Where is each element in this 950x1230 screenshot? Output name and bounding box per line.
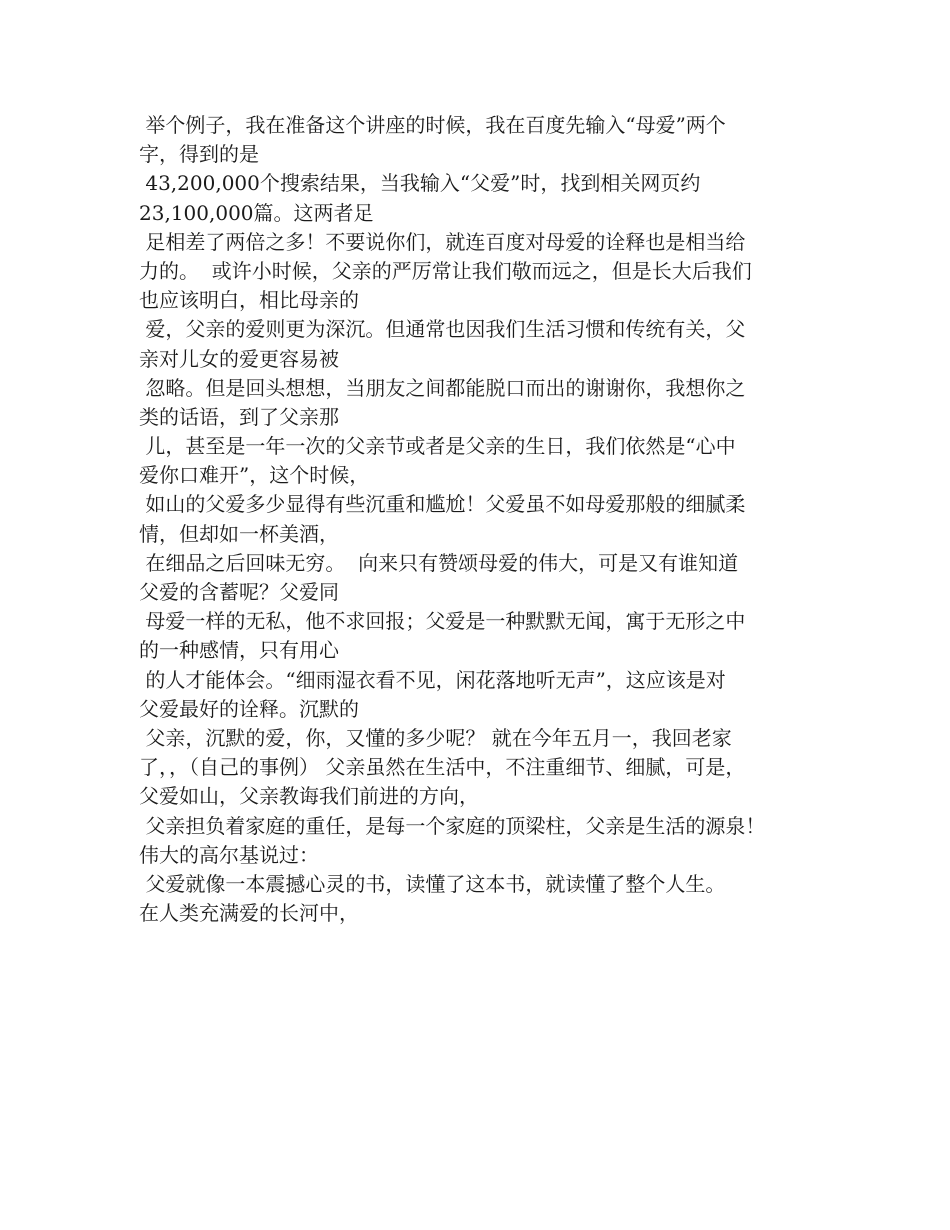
- text-line: 如山的父爱多少显得有些沉重和尴尬！父爱虽不如母爱那般的细腻柔: [139, 492, 746, 517]
- text-line: 忽略。但是回头想想，当朋友之间都能脱口而出的谢谢你，我想你之: [139, 375, 746, 400]
- text-line: 23,100,000篇。这两者足: [139, 200, 374, 225]
- text-line: 举个例子，我在准备这个讲座的时候，我在百度先输入“母爱”两个: [139, 113, 726, 137]
- text-line: 43,200,000个搜索结果，当我输入“父爱”时，找到相关网页约: [139, 171, 701, 196]
- text-line: 力的。 或许小时候，父亲的严厉常让我们敬而远之，但是长大后我们: [139, 258, 752, 283]
- text-line: 父亲担负着家庭的重任，是每一个家庭的顶梁柱，父亲是生活的源泉！: [139, 813, 766, 838]
- body-text: [139, 111, 819, 928]
- text-line: 在人类充满爱的长河中，: [139, 901, 359, 926]
- text-line: 爱你口难开”，这个时候，: [139, 463, 370, 488]
- text-line: 类的话语，到了父亲那: [139, 404, 339, 429]
- text-line: 母爱一样的无私，他不求回报；父爱是一种默默无闻，寓于无形之中: [139, 609, 746, 634]
- text-line: 爱，父亲的爱则更为深沉。但通常也因我们生活习惯和传统有关，父: [139, 317, 746, 342]
- text-line: 儿，甚至是一年一次的父亲节或者是父亲的生日，我们依然是“心中: [139, 434, 736, 459]
- text-line: 了，，（自己的事例） 父亲虽然在生活中，不注重细节、细腻，可是，: [139, 755, 746, 780]
- text-line: 伟大的高尔基说过：: [139, 842, 319, 867]
- text-line: 父爱如山，父亲教诲我们前进的方向，: [139, 784, 479, 809]
- text-line: 的一种感情，只有用心: [139, 638, 339, 663]
- text-line: 字，得到的是: [139, 142, 259, 167]
- text-line: 足相差了两倍之多！不要说你们，就连百度对母爱的诠释也是相当给: [139, 229, 746, 254]
- text-line: 父爱最好的诠释。沉默的: [139, 696, 359, 721]
- text-line: 情，但却如一杯美酒，: [139, 521, 339, 546]
- text-line: 在细品之后回味无穷。 向来只有赞颂母爱的伟大，可是又有谁知道: [139, 550, 739, 575]
- text-line: 也应该明白，相比母亲的: [139, 288, 359, 313]
- text-line: 亲对儿女的爱更容易被: [139, 346, 339, 371]
- text-line: 父爱的含蓄呢？父爱同: [139, 580, 339, 604]
- text-line: 父亲，沉默的爱，你，又懂的多少呢？ 就在今年五月一，我回老家: [139, 725, 732, 750]
- text-line: 的人才能体会。“细雨湿衣看不见，闲花落地听无声”，这应该是对: [139, 667, 726, 692]
- text-line: 父爱就像一本震撼心灵的书，读懂了这本书，就读懂了整个人生。: [139, 871, 726, 896]
